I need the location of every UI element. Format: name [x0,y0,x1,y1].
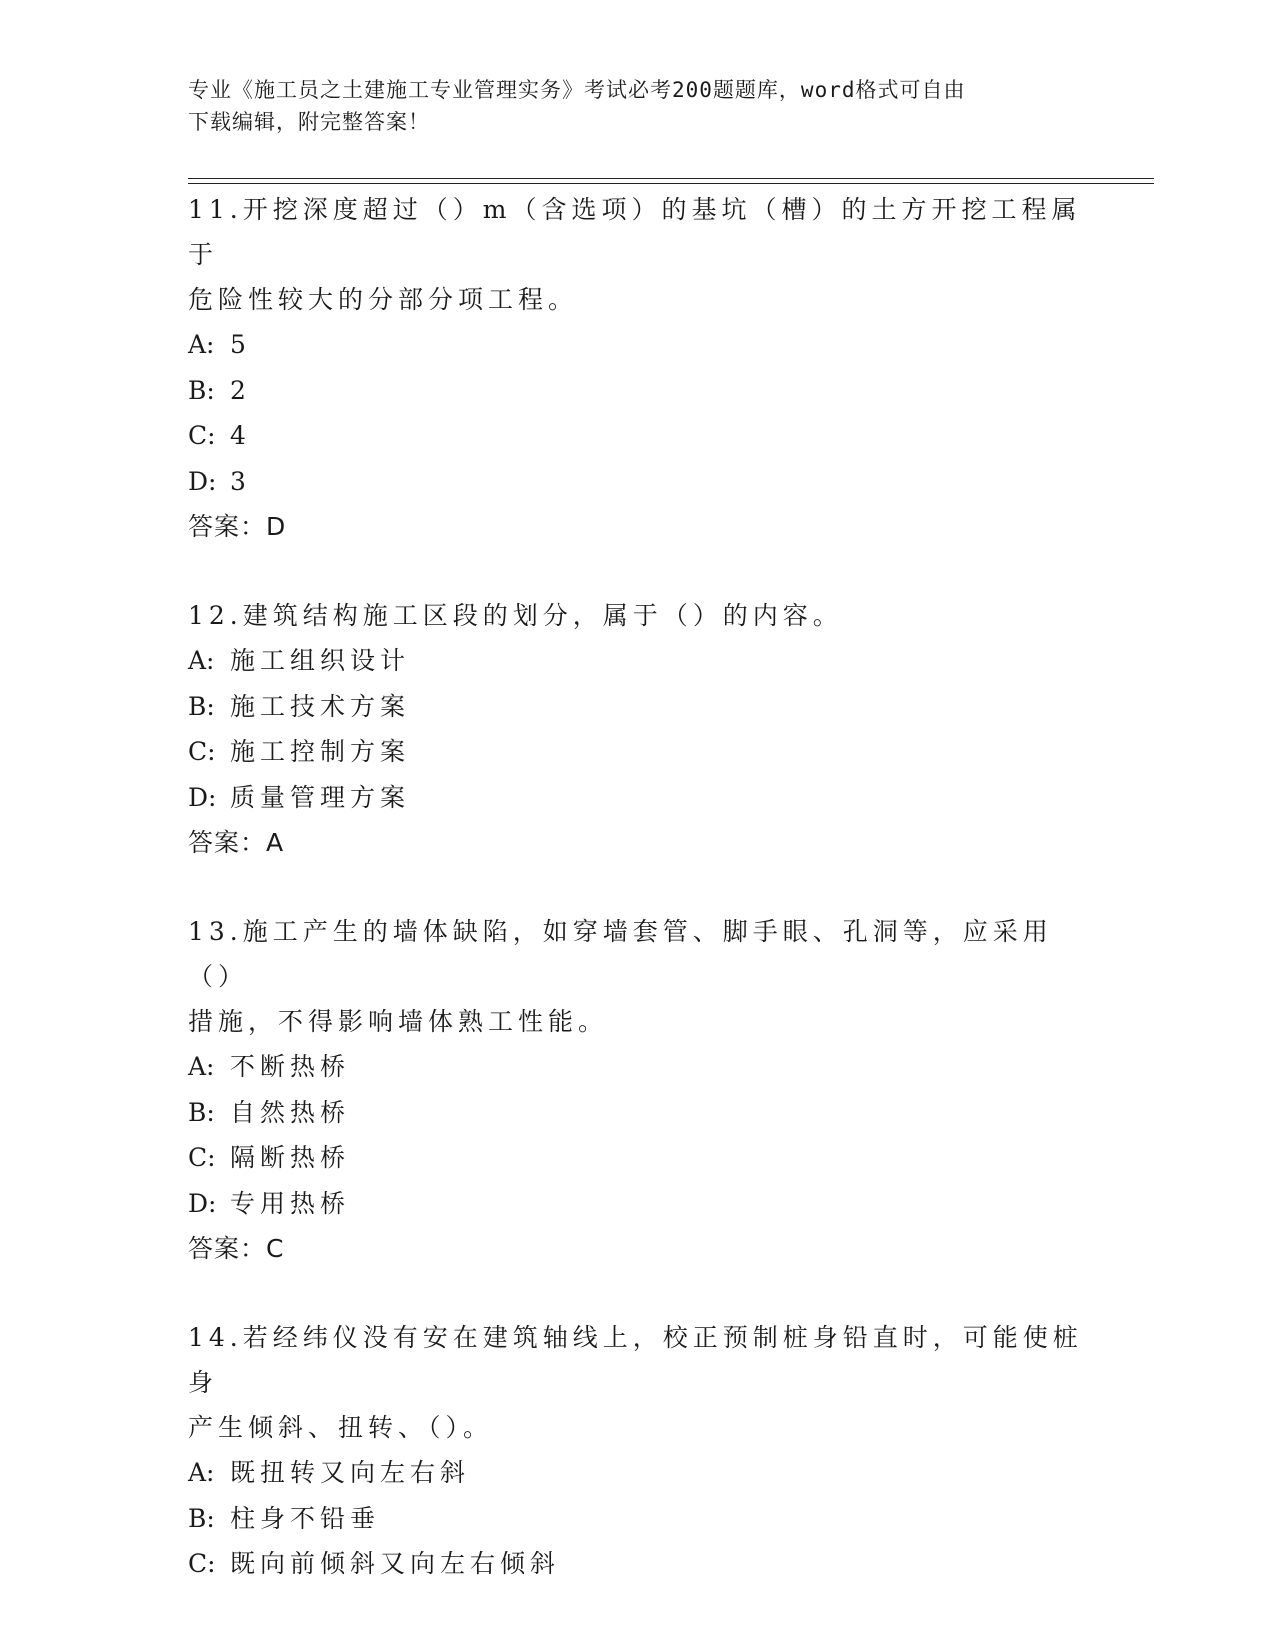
question-stem-line: 产生倾斜、扭转、（）。 [188,1413,494,1442]
option-d [188,1181,1088,1227]
option-letter: B: [188,1503,215,1533]
option-text: 3 [230,466,251,496]
question-stem-line: 14.若经纬仪没有安在建筑轴线上，校正预制桩身铅直时，可能使桩身 [188,1323,1083,1397]
option-text: 质量管理方案 [230,782,411,812]
option-letter: D: [188,782,217,812]
option-text: 柱身不铅垂 [230,1503,381,1533]
option-letter: B: [188,375,215,405]
option-a [188,1450,1088,1496]
option-text: 自然热桥 [230,1097,351,1127]
question-stem-line: 措施，不得影响墙体熟工性能。 [188,1007,609,1036]
option-text: 施工技术方案 [230,691,411,721]
header-divider-top [188,178,1154,179]
option-letter: C: [188,1549,216,1578]
question-stem-line: 11.开挖深度超过（）m（含选项）的基坑（槽）的土方开挖工程属于 [188,195,1082,269]
answer-line: 答案：D [188,512,287,541]
header-divider-bottom [188,183,1154,184]
question-spacer [188,1271,1088,1315]
option-letter: C: [188,737,216,766]
option-text: 不断热桥 [230,1052,351,1081]
option-b [188,368,1088,414]
option-c [188,1135,1088,1181]
option-text: 既向前倾斜又向左右倾斜 [230,1549,561,1578]
option-c [188,1541,1088,1587]
header-line-1: 专业《施工员之土建施工专业管理实务》考试必考200题题库，word格式可自由 [188,78,966,102]
question-12 [188,593,1088,865]
question-14 [188,1315,1088,1587]
document-header [188,74,1068,138]
option-d [188,775,1088,821]
option-d [188,459,1088,505]
header-line-2: 下载编辑，附完整答案！ [188,110,430,134]
question-spacer [188,865,1088,909]
option-letter: A: [188,1458,215,1487]
option-text: 专用热桥 [230,1188,351,1218]
option-a [188,322,1088,368]
option-text: 施工组织设计 [230,646,411,675]
question-13 [188,909,1088,1271]
option-c [188,729,1088,775]
option-b [188,1090,1088,1136]
option-text: 4 [230,421,251,450]
option-letter: A: [188,646,215,675]
answer-line: 答案：C [188,1234,285,1263]
option-letter: B: [188,691,215,721]
question-list [188,187,1088,1587]
option-letter: A: [188,330,215,359]
option-letter: C: [188,421,216,450]
option-a [188,1044,1088,1090]
question-stem-line: 12.建筑结构施工区段的划分，属于（）的内容。 [188,601,843,630]
question-stem-line: 危险性较大的分部分项工程。 [188,285,579,314]
option-text: 既扭转又向左右斜 [230,1458,471,1487]
option-text: 5 [230,330,251,359]
option-b [188,684,1088,730]
question-11 [188,187,1088,549]
answer-line: 答案：A [188,828,285,857]
option-b [188,1496,1088,1542]
option-text: 2 [230,375,251,405]
option-text: 隔断热桥 [230,1143,351,1172]
question-stem-line: 13.施工产生的墙体缺陷，如穿墙套管、脚手眼、孔洞等，应采用（） [188,917,1053,991]
question-spacer [188,549,1088,593]
option-letter: A: [188,1052,215,1081]
option-text: 施工控制方案 [230,737,411,766]
option-a [188,638,1088,684]
option-letter: D: [188,1188,217,1218]
option-c [188,413,1088,459]
option-letter: D: [188,466,217,496]
option-letter: C: [188,1143,216,1172]
option-letter: B: [188,1097,215,1127]
